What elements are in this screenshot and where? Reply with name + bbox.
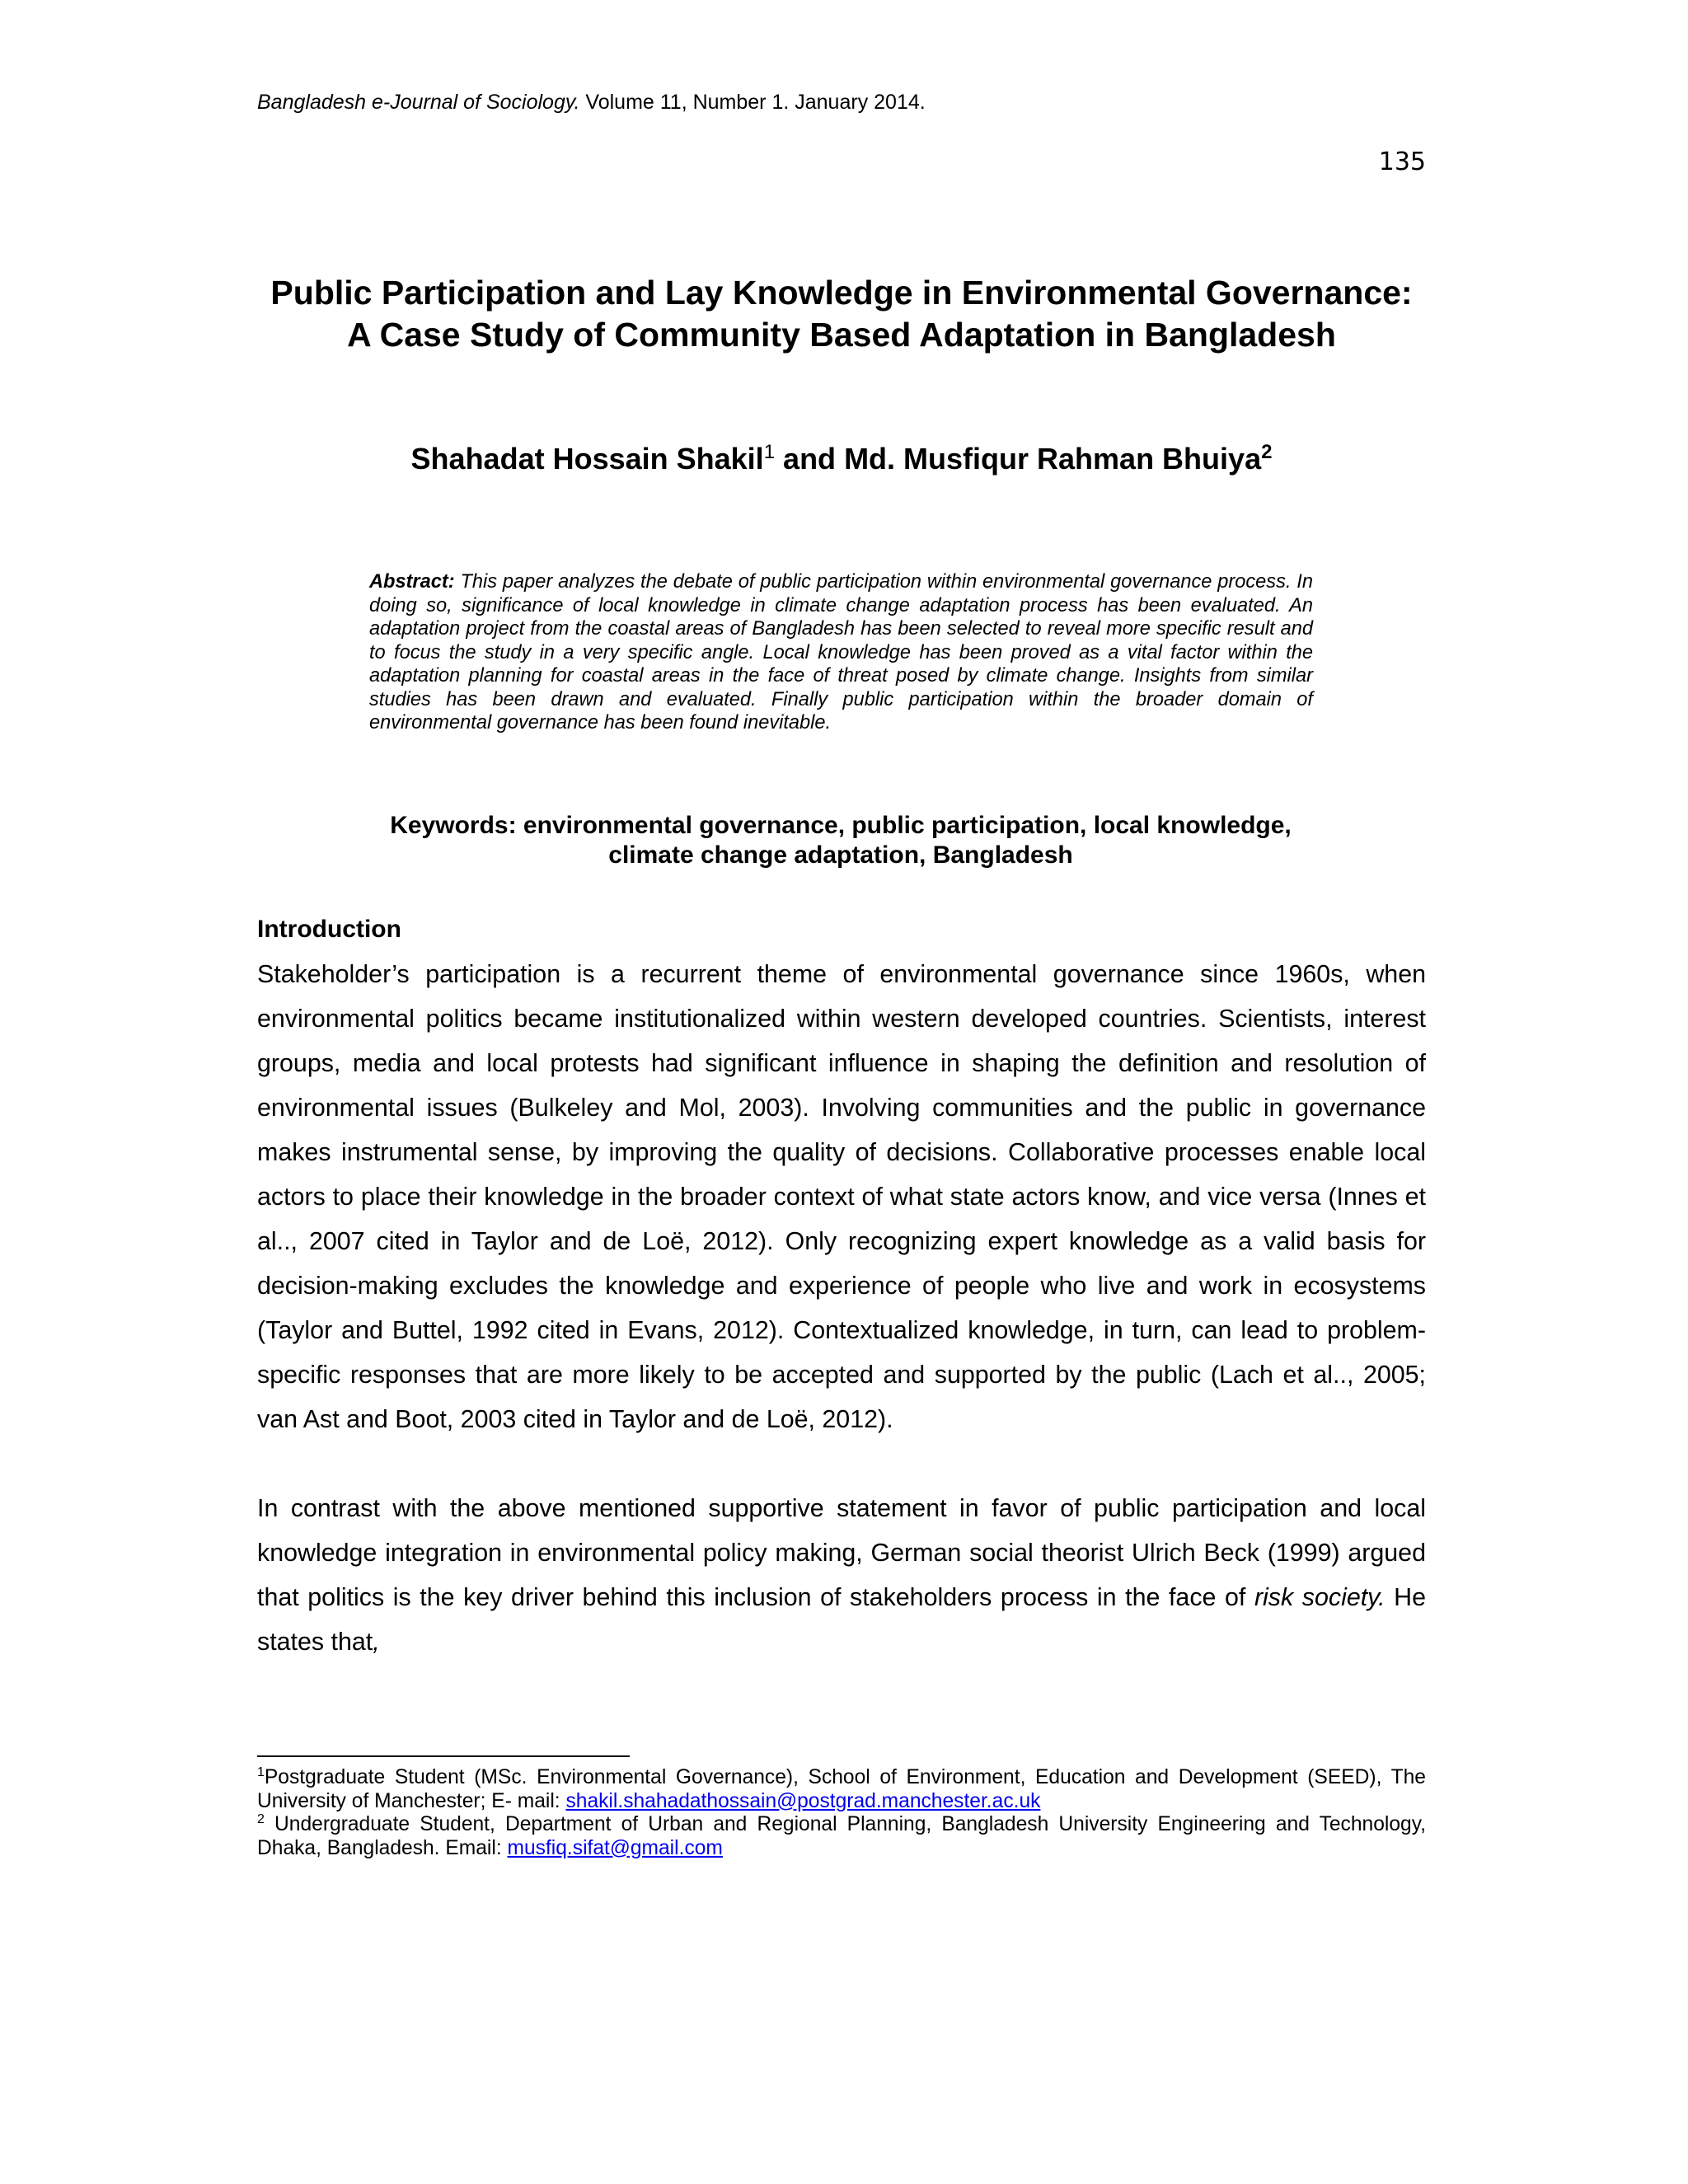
email-link-musfiq[interactable]: musfiq.sifat@gmail.com [507, 1836, 723, 1859]
paragraph-2-ending: He states that [257, 1583, 1426, 1656]
keywords [330, 811, 1352, 870]
running-header [257, 89, 926, 115]
introduction-paragraph-2 [257, 1486, 1426, 1664]
author-line [257, 440, 1426, 478]
footnote-1-marker: 1 [257, 1765, 265, 1779]
page-number: 135 [1378, 148, 1426, 176]
footnote-2-marker: 2 [257, 1811, 265, 1826]
author-2: Md. Musfiqur Rahman Bhuiya [844, 442, 1262, 476]
footnote-2-text: Undergraduate Student, Department of Urban and Regional Planning, Bangladesh University Engineering and Technology, Dhaka, Bangladesh. Email: [257, 1813, 1426, 1859]
footnote-2 [257, 1813, 1426, 1860]
paragraph-2-comma: , [373, 1628, 380, 1656]
journal-name: Bangladesh e-Journal of Sociology. [257, 91, 580, 114]
author-1: Shahadat Hossain Shakil [410, 442, 764, 476]
footnotes [257, 1766, 1426, 1860]
paragraph-2-text: In contrast with the above mentioned supportive statement in favor of public participation and local knowledge integration in environmental policy making, German social theorist Ulrich Beck (1999) argued that politics is the key driver behind this inclusion of stakeholders process in the face of [257, 1494, 1426, 1611]
footnote-1 [257, 1766, 1426, 1813]
author-1-footnote-marker: 1 [763, 441, 776, 463]
section-heading-introduction: Introduction [257, 916, 401, 943]
introduction-paragraph-1: Stakeholder’s participation is a recurrent theme of environmental governance since 1960s, when environmental politics became institutionalized within western developed countries. Scientists, interest groups, media and local protests had significant influence in shaping the definition and resolution of environmental issues (Bulkeley and Mol, 2003). Involving communities and the public in governance makes instrumental sense, by improving the quality of decisions. Collaborative processes enable local actors to place their knowledge in the broader context of what state actors know, and vice versa (Innes et al.., 2007 cited in Taylor and de Loë, 2012). Only recognizing expert knowledge as a valid basis for decision-making excludes the knowledge and experience of people who live and work in ecosystems (Taylor and Buttel, 1992 cited in Evans, 2012). Contextualized knowledge, in turn, can lead to problem-specific responses that are more likely to be accepted and supported by the public (Lach et al.., 2005; van Ast and Boot, 2003 cited in Taylor and de Loë, 2012). [257, 960, 1426, 1433]
article-title: Public Participation and Lay Knowledge in Environmental Governance: A Case Study of Community Based Adaptation in Bangladesh [270, 274, 1413, 354]
abstract [369, 570, 1313, 735]
abstract-text: This paper analyzes the debate of public participation within environmental governance process. In doing so, significance of local knowledge in climate change adaptation process has been evaluated. An adaptation project from the coastal areas of Bangladesh has been selected to reveal more specific result and to focus the study in a very specific angle. Local knowledge has been proved as a vital factor within the adaptation planning for coastal areas in the face of threat posed by climate change. Insights from similar studies has been drawn and evaluated. Finally public participation within the broader domain of environmental governance has been found inevitable. [369, 571, 1313, 733]
footnote-1-text: Postgraduate Student (MSc. Environmental Governance), School of Environment, Education and Development (SEED), The University of Manchester; E- mail: [257, 1766, 1426, 1812]
keywords-line-1: Keywords: environmental governance, public participation, local knowledge, [390, 812, 1292, 839]
abstract-label: Abstract: [369, 571, 455, 593]
keywords-line-2: climate change adaptation, Bangladesh [608, 841, 1073, 869]
paragraph-2-emphasis: risk society. [1254, 1583, 1386, 1611]
author-connector: and [775, 442, 845, 476]
author-2-footnote-marker: 2 [1261, 441, 1273, 463]
journal-issue: Volume 11, Number 1. January 2014. [579, 91, 926, 114]
email-link-shakil[interactable]: shakil.shahadathossain@postgrad.manchester.ac.uk [565, 1789, 1041, 1812]
footnote-divider [257, 1755, 630, 1757]
